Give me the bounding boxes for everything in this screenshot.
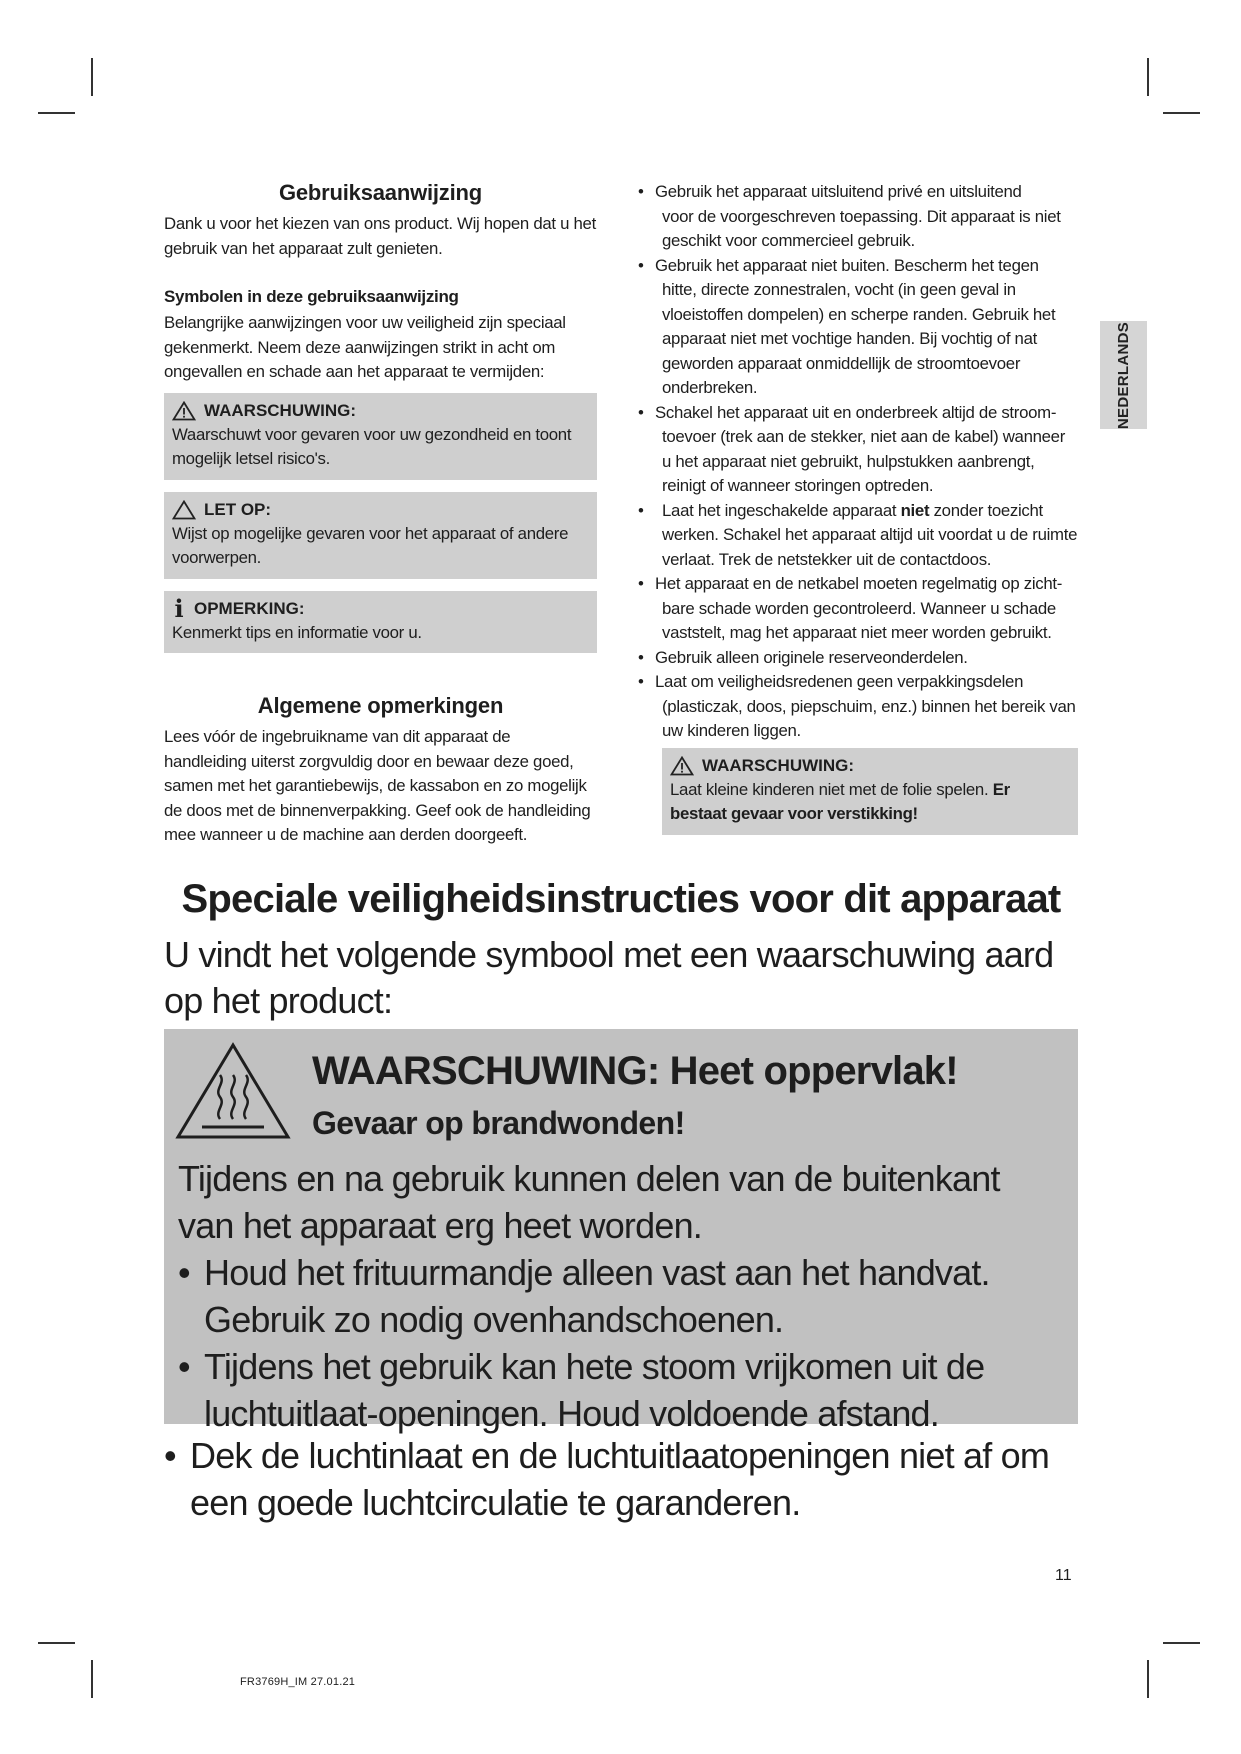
language-tab xyxy=(1100,321,1147,429)
crop-mark xyxy=(38,1642,75,1644)
list-item: • Houd het frituurmandje alleen vast aan het handvat. Gebruik zo nodig ovenhandschoenen. xyxy=(178,1252,990,1340)
warning-box-text: Waarschuwt voor gevaren voor uw gezondheid en toont mogelijk letsel risico's. xyxy=(172,424,572,468)
list-item: • Schakel het apparaat uit en onderbreek altijd de stroom- toevoer (trek aan de stekker, niet aan de kabel) wanneer u het apparaat niet gebruikt, hulpstukken aanbrengt, reinigt of wanneer storingen optreden. xyxy=(638,402,1065,495)
hot-surface-warning-title: WAARSCHUWING: Heet oppervlak! xyxy=(312,1049,958,1093)
warning-box xyxy=(164,393,597,480)
symbols-text: Belangrijke aanwijzingen voor uw veiligheid zijn speciaal gekenmerkt. Neem deze aanwijzingen strikt in acht om ongevallen en schade aan het apparaat te vermijden: xyxy=(164,313,566,381)
list-item: • Gebruik het apparaat niet buiten. Bescherm het tegen hitte, directe zonnestralen, vocht (in geen geval in vloeistoffen dompelen) en scherpe randen. Gebruik het apparaat niet met vochtige handen. Bij vochtig of nat geworden apparaat onmiddellijk de stroomtoevoer onderbreken. xyxy=(638,255,1056,397)
crop-mark xyxy=(38,112,75,114)
caution-triangle-icon xyxy=(172,500,196,520)
caution-box-title: LET OP: xyxy=(204,499,272,519)
intro-text: Dank u voor het kiezen van ons product. Wij hopen dat u het gebruik van het apparaat zult genieten. xyxy=(164,214,596,258)
crop-mark xyxy=(91,1660,93,1698)
hot-surface-text: Tijdens en na gebruik kunnen delen van de buitenkant van het apparaat erg heet worden. xyxy=(178,1158,1000,1246)
warning-box-title: WAARSCHUWING: xyxy=(204,400,357,420)
list-item: • Het apparaat en de netkabel moeten regelmatig op zicht- bare schade worden gecontroleerd. Wanneer u schade vaststelt, mag het apparaat niet meer worden gebruikt. xyxy=(638,574,1063,642)
special-safety-intro: U vindt het volgende symbool met een waarschuwing aard op het product: xyxy=(164,934,1054,1021)
crop-mark xyxy=(1163,112,1200,114)
page-number: 11 xyxy=(1055,1567,1072,1584)
crop-mark xyxy=(1163,1642,1200,1644)
warning-triangle-icon xyxy=(172,401,196,421)
suffocation-warning-box xyxy=(662,748,1078,835)
list-item: • Gebruik alleen originele reserveonderdelen. xyxy=(638,647,968,667)
note-box-text: Kenmerkt tips en informatie voor u. xyxy=(172,622,422,642)
warning-triangle-icon xyxy=(670,756,694,776)
list-item: • Gebruik het apparaat uitsluitend privé en uitsluitend voor de voorgeschreven toepassing. Dit apparaat is niet geschikt voor commercieel gebruik. xyxy=(638,182,1061,250)
symbols-heading: Symbolen in deze gebruiksaanwijzing xyxy=(164,287,459,306)
left-column xyxy=(164,180,597,848)
hot-surface-icon xyxy=(174,1041,292,1141)
special-safety-title: Speciale veiligheidsinstructies voor dit apparaat xyxy=(181,877,1061,921)
info-icon: i xyxy=(174,593,184,623)
list-item: • Dek de luchtinlaat en de luchtuitlaatopeningen niet af om een goede luchtcirculatie te garanderen. xyxy=(164,1435,1050,1523)
hot-surface-warning-box xyxy=(164,1029,1078,1434)
note-box-title: OPMERKING: xyxy=(194,598,305,618)
suffocation-warning-text: Laat kleine kinderen niet met de folie spelen. Er bestaat gevaar voor verstikking! xyxy=(670,779,1010,823)
caution-box-text: Wijst op mogelijke gevaren voor het apparaat of andere voorwerpen. xyxy=(172,523,569,567)
hot-surface-list xyxy=(178,1249,1064,1437)
crop-mark xyxy=(1147,58,1149,96)
general-heading: Algemene opmerkingen xyxy=(257,693,504,718)
note-box xyxy=(164,591,597,654)
suffocation-warning-title: WAARSCHUWING: xyxy=(702,755,855,775)
list-item: • Tijdens het gebruik kan hete stoom vrijkomen uit de luchtuitlaat-openingen. Houd voldoende afstand. xyxy=(178,1346,985,1434)
crop-mark xyxy=(91,58,93,96)
footer-code: FR3769H_IM 27.01.21 xyxy=(240,1676,356,1688)
list-item: • Laat om veiligheidsredenen geen verpakkingsdelen (plasticzak, doos, piepschuim, enz.) binnen het bereik van uw kinderen liggen. xyxy=(638,672,1076,740)
burn-hazard-subtitle: Gevaar op brandwonden! xyxy=(312,1105,685,1141)
language-tab-label: NEDERLANDS xyxy=(1115,321,1132,429)
list-item: • Laat het ingeschakelde apparaat niet zonder toezicht werken. Schakel het apparaat altijd uit voordat u de ruimte verlaat. Trek de netstekker uit de contactdoos. xyxy=(638,500,1078,569)
general-text: Lees vóór de ingebruikname van dit apparaat de handleiding uiterst zorgvuldig door en bewaar deze goed, samen met het garantiebewijs, de kassabon en zo mogelijk de doos met de binnenverpakking. Geef ook de handleiding mee wanneer u de machine aan derden doorgeeft. xyxy=(164,727,591,844)
air-circulation-list xyxy=(164,1432,1078,1526)
crop-mark xyxy=(1147,1660,1149,1698)
safety-list xyxy=(638,180,1078,744)
manual-title: Gebruiksaanwijzing xyxy=(278,180,482,205)
right-column xyxy=(638,180,1078,835)
caution-box xyxy=(164,492,597,579)
